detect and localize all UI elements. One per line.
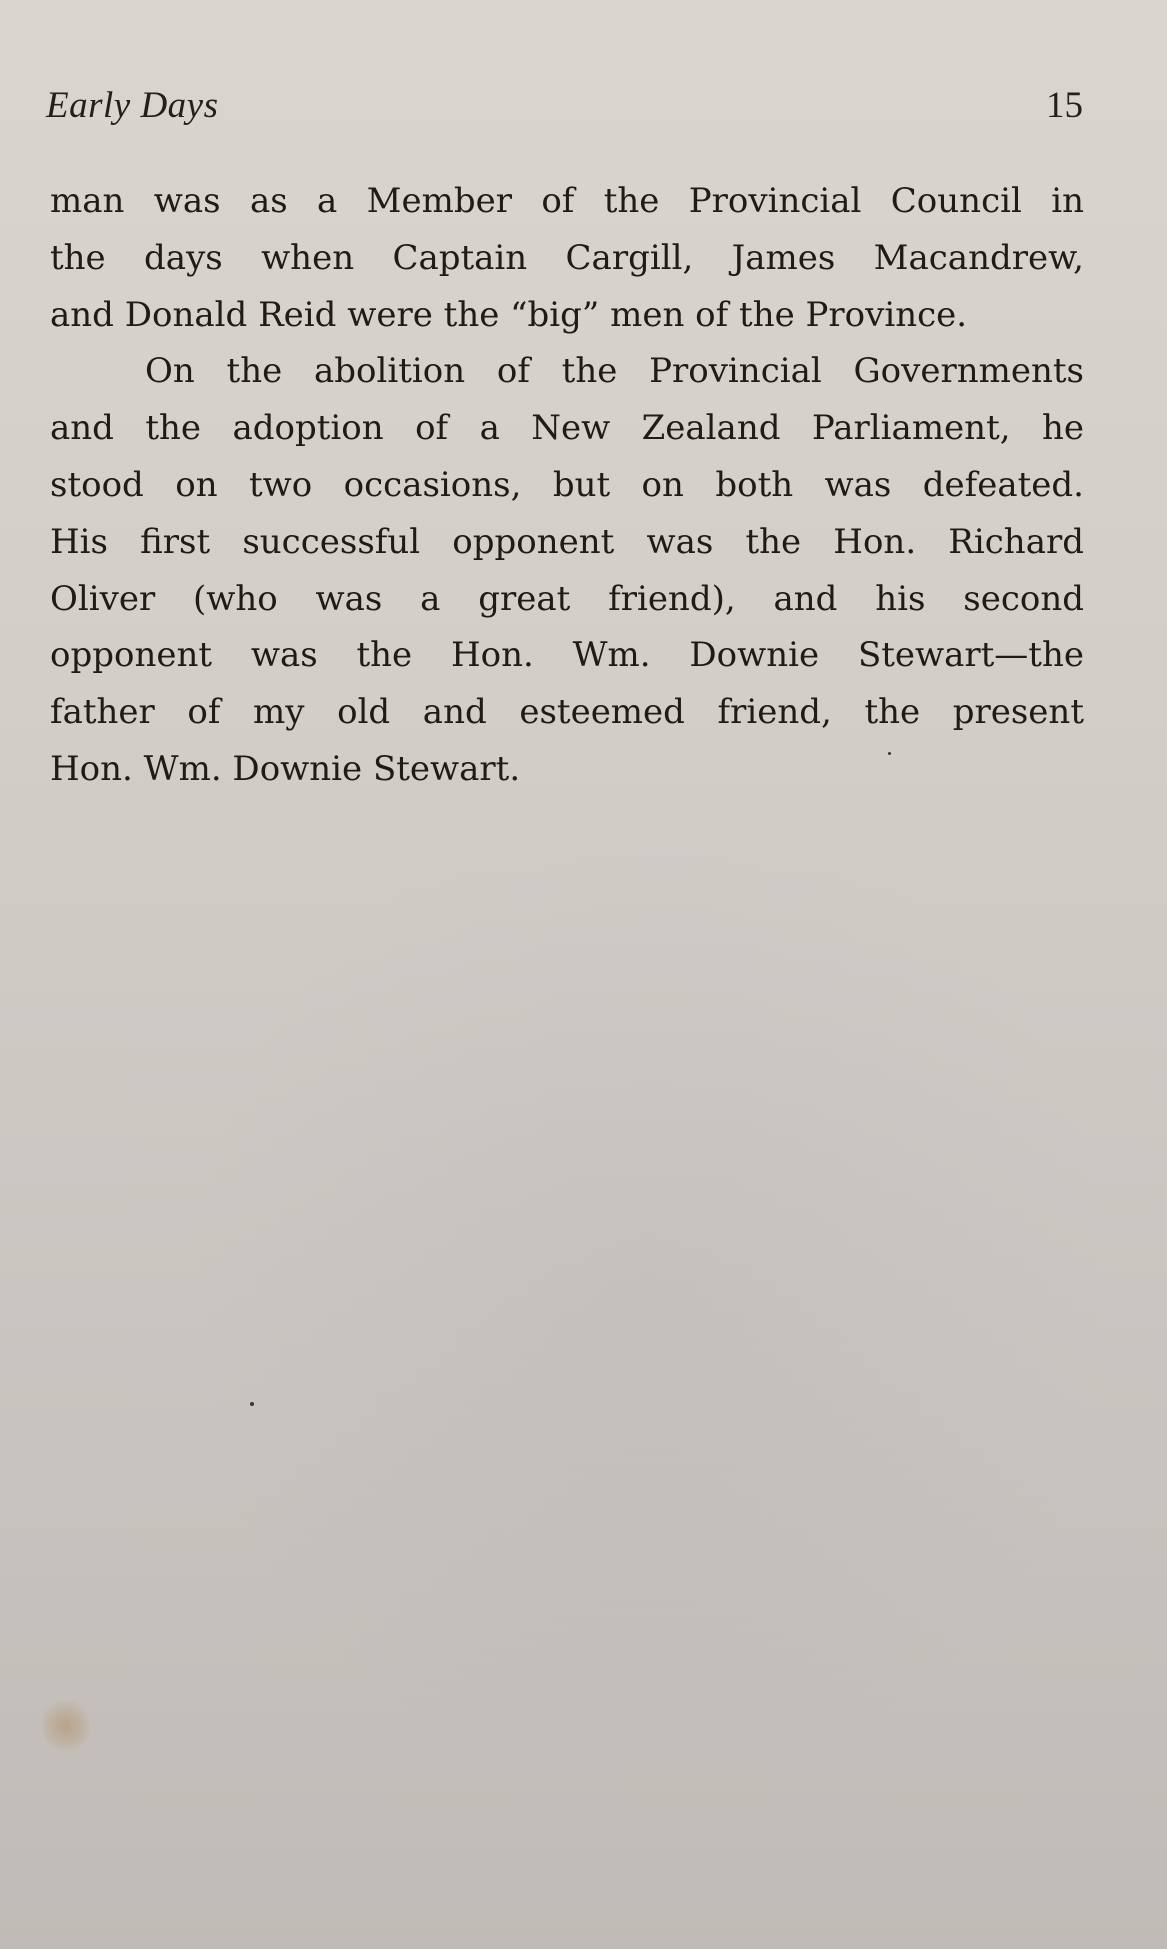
text-line: father of my old and esteemed friend, the present	[50, 692, 1084, 733]
text-line: His first successful opponent was the Hon. Richard	[50, 521, 1084, 562]
text-line: and Donald Reid were the “big” men of the Province.	[50, 294, 968, 335]
text-line: the days when Captain Cargill, James Macandrew,	[50, 237, 1084, 278]
text-line: stood on two occasions, but on both was defeated.	[50, 464, 1084, 505]
paragraph-start-line: On the abolition of the Provincial Governments	[145, 351, 1084, 392]
text-line: Oliver (who was a great friend), and his second	[50, 578, 1084, 619]
page-shading	[180, 800, 1120, 1800]
text-line: and the adoption of a New Zealand Parliament, he	[50, 408, 1084, 449]
body-text	[50, 173, 1084, 798]
text-line: Hon. Wm. Downie Stewart.	[50, 748, 521, 789]
page-number: 15	[1046, 85, 1083, 126]
ink-speck	[250, 1402, 254, 1406]
foxing-stain	[42, 1700, 90, 1752]
text-line: man was as a Member of the Provincial Council in	[50, 181, 1084, 221]
ink-speck	[888, 752, 891, 755]
running-head-title: Early Days	[46, 85, 219, 126]
text-line: opponent was the Hon. Wm. Downie Stewart—the	[50, 635, 1084, 676]
